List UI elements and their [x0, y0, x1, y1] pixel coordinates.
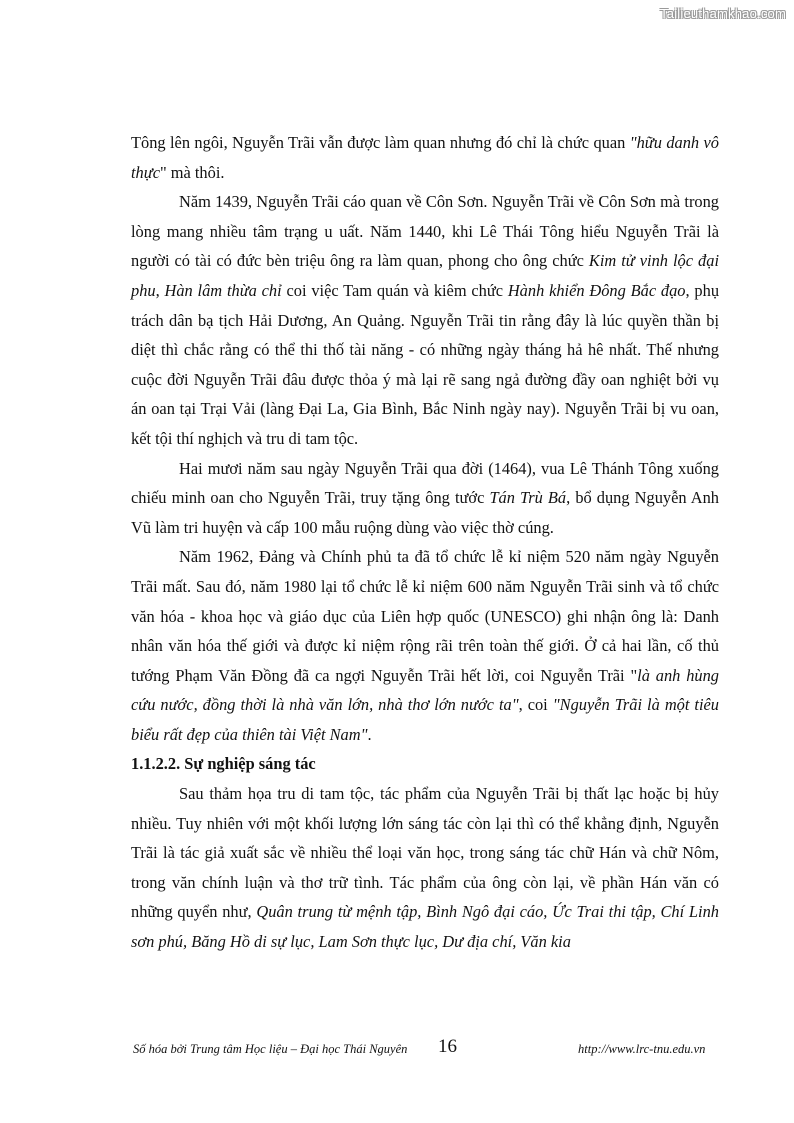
text-run: ,	[155, 280, 165, 300]
italic-run: "Nguyễn Trãi là một tiêu biểu rất đẹp của thiên tài Việt Nam"	[131, 695, 719, 744]
italic-run: Hàn lâm thừa chỉ	[164, 280, 282, 300]
italic-run: Tán Trù Bá	[489, 488, 567, 508]
italic-run: là anh hùng cứu nước, đồng thời là nhà văn lớn, nhà thơ lớn nước ta"	[131, 665, 720, 715]
footer-url: http://www.lrc-tnu.edu.vn	[578, 1042, 706, 1056]
paragraph	[131, 542, 719, 749]
text-run: Năm 1962, Đảng và Chính phủ ta đã tổ chức lễ kỉ niệm 520 năm ngày Nguyễn Trãi mất. Sau đó, năm 1980 lại tổ chức lễ kỉ niệm 600 năm Nguyễn Trãi sinh và tổ chức văn hóa - khoa học và giáo dục của Liên hợp quốc (UNESCO) ghi nhận ông là: Danh nhân văn hóa thế giới và được kỉ niệm rộng rãi trên toàn thế giới. Ở cả hai lần, cố thủ tướng Phạm Văn Đồng đã ca ngợi Nguyễn Trãi hết lời, coi Nguyễn Trãi "	[131, 547, 719, 685]
document-body	[131, 128, 719, 957]
text-run: , phụ trách dân bạ tịch Hải Dương, An Quảng. Nguyễn Trãi tin rằng đây là lúc quyền thần bị diệt thì chắc rằng có thể thi thố tài năng - có những ngày tháng hả hê nhất. Thế nhưng cuộc đời Nguyễn Trãi đâu được thỏa ý mà lại rẽ sang ngả đường đầy oan nghiệt bởi vụ án oan tại Trại Vải (làng Đại La, Gia Bình, Bắc Ninh ngày nay). Nguyễn Trãi bị vu oan, kết tội thí nghịch và tru di tam tộc.	[131, 280, 720, 448]
paragraph	[131, 779, 719, 957]
section-heading: 1.1.2.2. Sự nghiệp sáng tác	[131, 754, 316, 774]
text-run: .	[367, 724, 372, 744]
italic-run: "hữu danh vô thực	[131, 133, 719, 182]
text-run: Hai mươi năm sau ngày Nguyễn Trãi qua đời (1464), vua Lê Thánh Tông xuống chiếu minh oan cho Nguyễn Trãi, truy tặng ông tước	[131, 458, 719, 508]
italic-run: Hành khiển Đông Bắc đạo	[507, 280, 686, 300]
italic-run: Quân trung từ mệnh tập, Bình Ngô đại cáo, Ức Trai thi tập, Chí Linh sơn phú, Băng Hồ di sự lục, Lam Sơn thực lục, Dư địa chí, Văn kia	[131, 902, 719, 952]
text-run: Tông lên ngôi, Nguyễn Trãi vẫn được làm quan nhưng đó chỉ là chức quan	[131, 133, 630, 152]
paragraph	[131, 454, 719, 543]
italic-run: Kim tử vinh lộc đại phu	[131, 251, 719, 300]
paragraph	[131, 128, 719, 187]
page-number: 16	[438, 1036, 457, 1057]
watermark: Tailieuthamkhao.com	[660, 6, 786, 21]
paragraph	[131, 187, 719, 453]
text-run: , coi	[518, 695, 553, 715]
footer-credit: Số hóa bởi Trung tâm Học liệu – Đại học Thái Nguyên	[133, 1042, 408, 1056]
text-run: " mà thôi.	[159, 162, 225, 182]
text-run: Sau thảm họa tru di tam tộc, tác phẩm của Nguyễn Trãi bị thất lạc hoặc bị hủy nhiều. Tuy nhiên với một khối lượng lớn sáng tác còn lại thì có thể khẳng định, Nguyễn Trãi là tác giả xuất sắc về nhiều thể loại văn học, trong sáng tác chữ Hán và chữ Nôm, trong văn chính luận và thơ trữ tình. Tác phẩm của ông còn lại, về phần Hán văn có những quyển như,	[131, 784, 719, 922]
text-run: Năm 1439, Nguyễn Trãi cáo quan về Côn Sơn. Nguyễn Trãi về Côn Sơn mà trong lòng mang nhiều tâm trạng u uất. Năm 1440, khi Lê Thái Tông hiểu Nguyễn Trãi là người có tài có đức bèn triệu ông ra làm quan, phong cho ông chức	[131, 192, 719, 271]
text-run: coi việc Tam quán và kiêm chức	[281, 280, 508, 300]
text-run: , bổ dụng Nguyễn Anh Vũ làm tri huyện và cấp 100 mẫu ruộng dùng vào việc thờ cúng.	[131, 488, 719, 537]
